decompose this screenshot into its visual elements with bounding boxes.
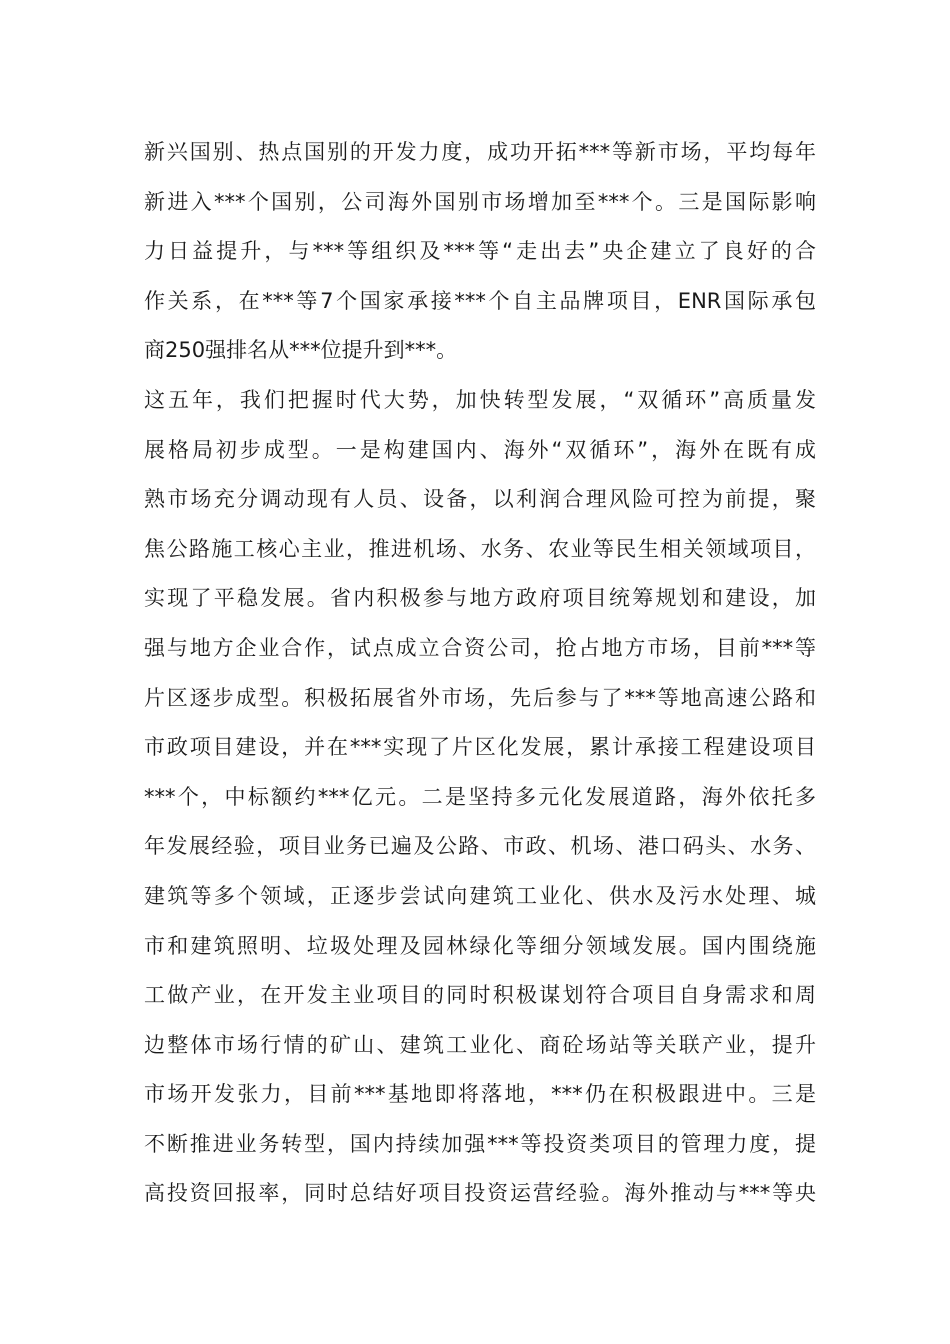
text-line: 焦公路施工核心主业，推进机场、水务、农业等民生相关领域项目， [144,536,816,561]
text-line: ***个，中标额约***亿元。二是坚持多元化发展道路，海外依托多 [144,784,816,809]
text-line: 新兴国别、热点国别的开发力度，成功开拓***等新市场，平均每年 [144,140,816,164]
text-line: 这五年，我们把握时代大势，加快转型发展，“双循环”高质量发 [144,387,816,412]
text-line: 市政项目建设，并在***实现了片区化发展，累计承接工程建设项目 [144,735,816,760]
text-line: 商250强排名从***位提升到***。 [144,338,458,363]
text-line: 建筑等多个领域，正逐步尝试向建筑工业化、供水及污水处理、城 [144,883,816,908]
text-line: 片区逐步成型。积极拓展省外市场，先后参与了***等地高速公路和 [144,685,816,710]
text-line: 不断推进业务转型，国内持续加强***等投资类项目的管理力度，提 [144,1131,816,1156]
text-line: 工做产业，在开发主业项目的同时积极谋划符合项目自身需求和周 [144,983,816,1008]
text-line: 实现了平稳发展。省内积极参与地方政府项目统筹规划和建设，加 [144,586,816,611]
text-line: 熟市场充分调动现有人员、设备，以利润合理风险可控为前提，聚 [144,487,816,512]
text-line: 力日益提升，与***等组织及***等“走出去”央企建立了良好的合 [144,239,816,264]
text-line: 市和建筑照明、垃圾处理及园林绿化等细分领域发展。国内围绕施 [144,933,816,958]
text-line: 高投资回报率，同时总结好项目投资运营经验。海外推动与***等央 [144,1181,816,1206]
document-body-text [144,128,816,1219]
text-line: 市场开发张力，目前***基地即将落地，***仍在积极跟进中。三是 [144,1082,816,1107]
text-line: 年发展经验，项目业务已遍及公路、市政、机场、港口码头、水务、 [144,834,816,859]
text-line: 新进入***个国别，公司海外国别市场增加至***个。三是国际影响 [144,189,816,214]
text-line: 边整体市场行情的矿山、建筑工业化、商砼场站等关联产业，提升 [144,1032,816,1057]
text-line: 作关系，在***等7个国家承接***个自主品牌项目，ENR国际承包 [144,288,816,313]
text-line: 强与地方企业合作，试点成立合资公司，抢占地方市场，目前***等 [144,635,816,660]
text-line: 展格局初步成型。一是构建国内、海外“双循环”，海外在既有成 [144,437,816,462]
